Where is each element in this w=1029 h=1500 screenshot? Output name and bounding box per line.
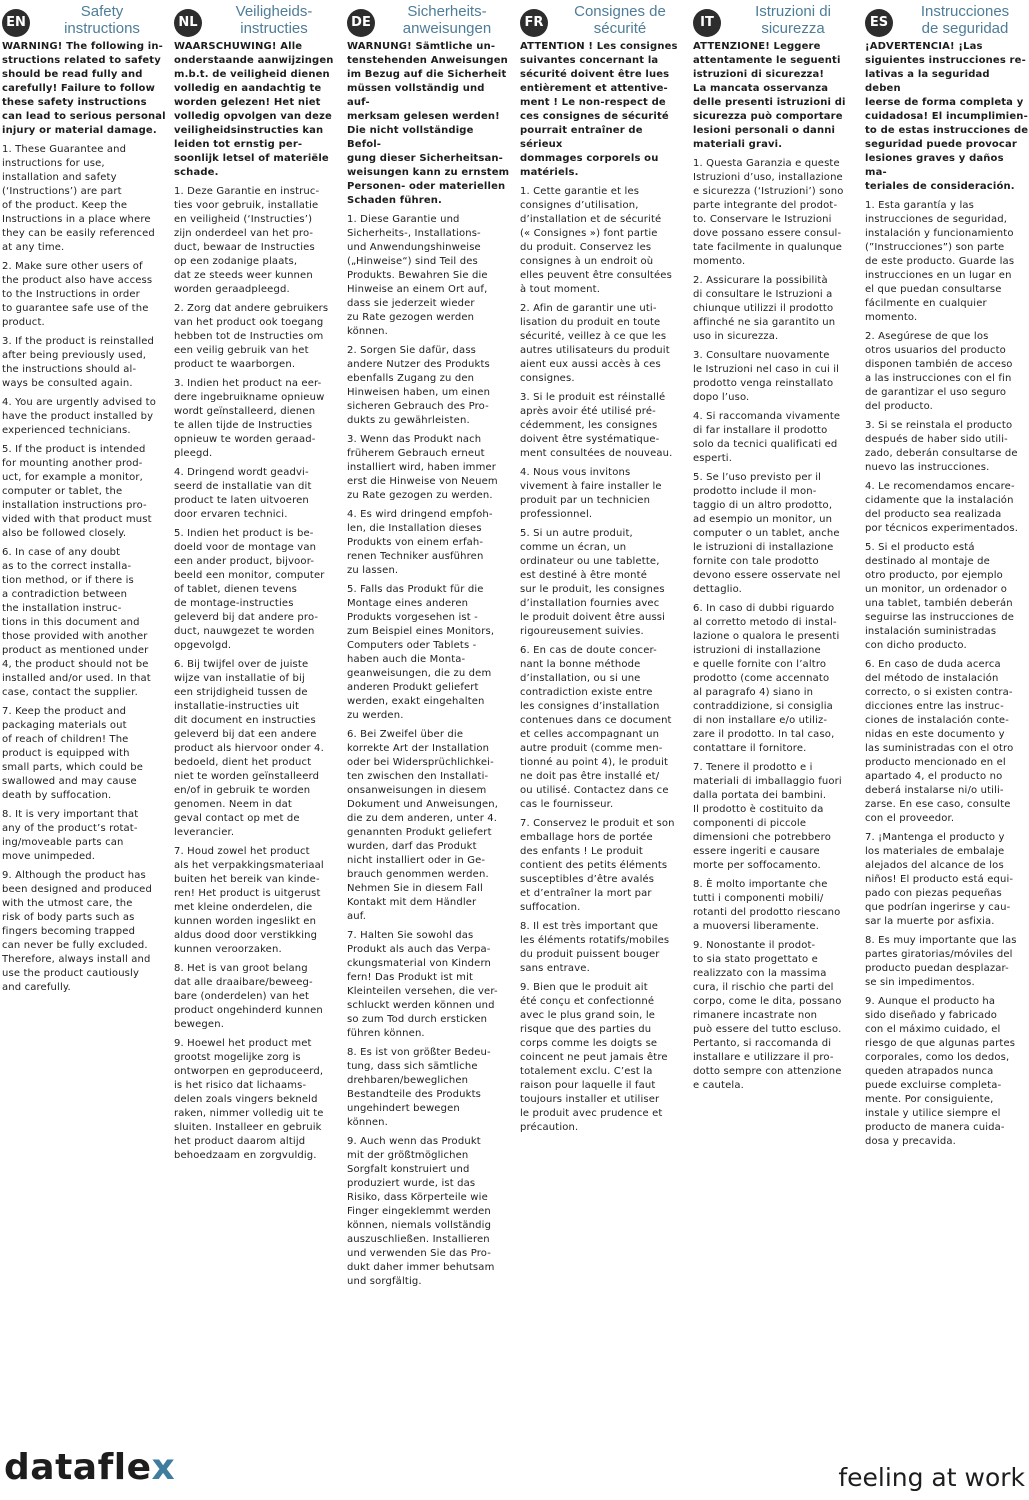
column-de	[347, 0, 509, 1400]
instruction-item-6: 6. In caso di dubbi riguardo al corretto metodo di instal- lazione o qualora le presenti istruzioni di installazione e quelle fornite con l’altro prodotto (come accennato al paragrafo 4) siano in contraddizione, si consiglia di non installare e/o utiliz- zare il prodotto. In tal caso, contattare il fornitore.	[693, 603, 840, 754]
language-badge-nl: NL	[174, 9, 202, 37]
instruction-item-1: 1. Deze Garantie en instruc- ties voor gebruik, installatie en veiligheid (‘Instructies’) zijn onderdeel van het pro- duct, bewaar de Instructies op een zodanige plaats, dat ze steeds weer kunnen worden geraadpleegd.	[174, 186, 320, 295]
section-title: Veiligheids- instructies	[235, 3, 313, 37]
instruction-item-9: 9. Nonostante il prodot- to sia stato progettato e realizzato con la massima cura, il rischio che parti del corpo, come le dita, possano rimanere incastrate non può essere del tutto escluso. Pertanto, si raccomanda di installare e utilizzare il pro- dotto sempre con attenzione e cautela.	[693, 940, 842, 1091]
instruction-item-5: 5. Si el producto está destinado al montaje de otro producto, por ejemplo un monitor, un ordenador o una tablet, también deberán seguirse las instrucciones de instalación suministradas con dicho producto.	[865, 542, 1015, 651]
instruction-item-8: 8. Het is van groot belang dat alle draaibare/beweeg- bare (onderdelen) van het product ongehinderd kunnen bewegen.	[174, 963, 323, 1030]
warning-paragraph: ATTENTION ! Les consignes suivantes concernant la sécurité doivent être lues entièrement et attentive- ment ! Le non-respect de ces consignes de sécurité pourrait entraîner de sérieux dommages corporels ou matériels.	[520, 41, 678, 178]
section-title: Istruzioni di sicurezza	[755, 3, 831, 37]
instruction-item-1: 1. Diese Garantie und Sicherheits-, Installations- und Anwendungshinweise („Hinweise“) sind Teil des Produkts. Bewahren Sie die Hinweise an einem Ort auf, dass sie jederzeit wieder zu Rate gezogen werden können.	[347, 214, 488, 337]
instruction-item-7: 7. ¡Mantenga el producto y los materiales de embalaje alejados del alcance de los niños! El producto está equi- pado con piezas pequeñas que podrían ingerirse y cau- sar la muerte por asfixia.	[865, 832, 1014, 927]
instruction-item-6: 6. En cas de doute concer- nant la bonne méthode d’installation, ou si une contradiction existe entre les consignes d’installation contenues dans ce document et celles accompagnant un autre produit (comme men- tionné au point 4), le produit ne doit pas être installé et/ ou utilisé. Contactez dans ce cas le fournisseur.	[520, 645, 672, 810]
instruction-item-5: 5. Si un autre produit, comme un écran, un ordinateur ou une tablette, est destiné à être monté sur le produit, les consignes d’installation fournies avec le produit doivent être aussi rigoureusement suivies.	[520, 528, 666, 637]
column-body	[2, 40, 166, 1000]
instruction-item-9: 9. Bien que le produit ait été conçu et confectionné avec le plus grand soin, le risque que des parties du corps comme les doigts se coincent ne peut jamais être totalement exclu. C’est la raison pour laquelle il faut toujours installer et utiliser le produit avec prudence et précaution.	[520, 982, 668, 1133]
instruction-item-7: 7. Halten Sie sowohl das Produkt als auch das Verpa- ckungsmaterial von Kindern fern! Das Produkt ist mit Kleinteilen versehen, die ver- schluckt werden können und so zum Tod durch ersticken führen können.	[347, 930, 498, 1039]
instruction-item-6: 6. In case of any doubt as to the correct installa- tion method, or if there is a contradiction between the installation instruc- tions in this document and those provided with another product as mentioned under 4, the product should not be installed and/or used. In that case, contact the supplier.	[2, 547, 151, 698]
section-title: Consignes de sécurité	[574, 3, 666, 37]
instruction-item-2: 2. Asegúrese de que los otros usuarios del producto disponen también de acceso a las instrucciones con el fin de garantizar el uso seguro del producto.	[865, 331, 1013, 412]
instruction-item-1: 1. Questa Garanzia e queste Istruzioni d’uso, installazione e sicurezza (‘Istruzioni’) sono parte integrante del prodot- to. Conservare le Istruzioni dove possano essere consul- tate facilmente in qualunque momento.	[693, 158, 844, 267]
instruction-item-3: 3. Si le produit est réinstallé après avoir été utilisé pré- cédemment, les consignes doivent être systématique- ment consultées de nouveau.	[520, 392, 673, 459]
instruction-item-8: 8. It is very important that any of the product’s rotat- ing/moveable parts can move unimpeded.	[2, 809, 139, 862]
instruction-item-9: 9. Although the product has been designed and produced with the utmost care, the risk of body parts such as fingers becoming trapped can never be fully excluded. Therefore, always install and use the product cautiously and carefully.	[2, 870, 152, 993]
language-badge-de: DE	[347, 9, 375, 37]
instruction-item-1: 1. Cette garantie et les consignes d’utilisation, d’installation et de sécurité (« Consignes ») font partie du produit. Conservez les consignes à un endroit où elles peuvent être consultées à tout moment.	[520, 186, 672, 295]
instruction-item-3: 3. Si se reinstala el producto después de haber sido utili- zado, deberán consultarse de nuevo las instrucciones.	[865, 420, 1018, 473]
instruction-item-4: 4. Es wird dringend empfoh- len, die Installation dieses Produkts von einem erfah- renen Techniker ausführen zu lassen.	[347, 509, 493, 576]
column-header	[520, 3, 682, 39]
instruction-item-7: 7. Conservez le produit et son emballage hors de portée des enfants ! Le produit contient des petits éléments susceptibles d’être avalés et d’entraîner la mort par suffocation.	[520, 818, 675, 913]
dataflex-logo: dataflex	[4, 1447, 176, 1488]
instruction-item-8: 8. Es muy importante que las partes giratorias/móviles del producto puedan desplazar- se sin impedimentos.	[865, 935, 1017, 988]
instruction-item-7: 7. Houd zowel het product als het verpakkingsmateriaal buiten het bereik van kinde- ren! Het product is uitgerust met kleine onderdelen, die kunnen worden ingeslikt en aldus dood door verstikking kunnen veroorzaken.	[174, 846, 324, 955]
instruction-item-1: 1. Esta garantía y las instrucciones de seguridad, instalación y funcionamiento (”Instrucciones”) son parte de este producto. Guarde las instrucciones en un lugar en el que puedan consultarse fácilmente en cualquier momento.	[865, 200, 1015, 323]
instruction-item-8: 8. Es ist von größter Bedeu- tung, dass sich sämtliche drehbaren/beweglichen Bestandteile des Produkts ungehindert bewegen können.	[347, 1047, 491, 1128]
warning-paragraph: WAARSCHUWING! Alle onderstaande aanwijzingen m.b.t. de veiligheid dienen volledig en aandachtig te worden gelezen! Het niet volledig opvolgen van deze veiligheidsinstructies kan leiden tot ernstig per- soonlijk letsel of materiële schade.	[174, 41, 334, 178]
column-header	[174, 3, 336, 39]
instruction-item-9: 9. Auch wenn das Produkt mit der größtmöglichen Sorgfalt konstruiert und produziert wurde, ist das Risiko, dass Körperteile wie Finger eingeklemmt werden können, niemals vollständig auszuschließen. Installieren und verwenden Sie das Pro- dukt daher immer behutsam und sorgfältig.	[347, 1136, 495, 1287]
instruction-item-3: 3. Indien het product na eer- dere ingebruikname opnieuw wordt geïnstalleerd, dienen te allen tijde de Instructies opnieuw te worden geraad- pleegd.	[174, 378, 325, 459]
column-fr	[520, 0, 682, 1400]
instruction-item-9: 9. Hoewel het product met grootst mogelijke zorg is ontworpen en geproduceerd, is het risico dat lichaams- delen zoals vingers bekneld raken, nimmer volledig uit te sluiten. Installeer en gebruik het product daarom altijd behoedzaam en zorgvuldig.	[174, 1038, 324, 1161]
instruction-item-7: 7. Keep the product and packaging materials out of reach of children! The product is equipped with small parts, which could be swallowed and may cause death by suffocation.	[2, 706, 144, 801]
instruction-item-4: 4. You are urgently advised to have the product installed by experienced technicians.	[2, 397, 156, 436]
warning-paragraph: WARNING! The following in- structions related to safety should be read fully and carefully! Failure to follow these safety instructions can lead to serious personal injury or material damage.	[2, 41, 166, 136]
column-body	[347, 40, 511, 1294]
column-header	[693, 3, 855, 39]
column-body	[693, 40, 857, 1098]
warning-paragraph: WARNUNG! Sämtliche un- tenstehenden Anweisungen im Bezug auf die Sicherheit müssen vollständig und auf- merksam gelesen werden! Die nicht vollständige Befol- gung dieser Sicherheitsan- weisungen kann zu ernstem Personen- oder materiellen Schaden führen.	[347, 41, 510, 206]
tagline: feeling at work	[838, 1463, 1025, 1492]
section-title: Instrucciones de seguridad	[920, 3, 1010, 37]
instruction-item-2: 2. Sorgen Sie dafür, dass andere Nutzer des Produkts ebenfalls Zugang zu den Hinweisen haben, um einen sicheren Gebrauch des Pro- dukts zu gewährleisten.	[347, 345, 491, 426]
instruction-item-2: 2. Zorg dat andere gebruikers van het product ook toegang hebben tot de Instructies om een veilig gebruik van het product te waarborgen.	[174, 303, 329, 370]
language-badge-es: ES	[865, 9, 893, 37]
instruction-item-2: 2. Afin de garantir une uti- lisation du produit en toute sécurité, veillez à ce que les autres utilisateurs du produit aient eux aussi accès à ces consignes.	[520, 303, 670, 384]
instruction-item-5: 5. If the product is intended for mounting another prod- uct, for example a monitor, computer or tablet, the installation instructions pro- vided with that product must also be followed closely.	[2, 444, 152, 539]
instruction-item-8: 8. È molto importante che tutti i componenti mobili/ rotanti del prodotto riescano a muoversi liberamente.	[693, 879, 841, 932]
warning-paragraph: ATTENZIONE! Leggere attentamente le seguenti istruzioni di sicurezza! La mancata osservanza delle presenti istruzioni di sicurezza può comportare lesioni personali o danni materiali gravi.	[693, 41, 846, 150]
instruction-item-4: 4. Nous vous invitons vivement à faire installer le produit par un technicien professionnel.	[520, 467, 662, 520]
instruction-item-3: 3. If the product is reinstalled after being previously used, the instructions should al- ways be consulted again.	[2, 336, 155, 389]
column-header	[2, 3, 164, 39]
instruction-item-4: 4. Dringend wordt geadvi- seerd de installatie van dit product te laten uitvoeren door ervaren technici.	[174, 467, 312, 520]
instruction-item-5: 5. Se l’uso previsto per il prodotto include il mon- taggio di un altro prodotto, ad esempio un monitor, un computer o un tablet, anche le istruzioni di installazione fornite con tale prodotto devono essere osservate nel dettaglio.	[693, 472, 841, 595]
instructions-columns	[2, 0, 1029, 1400]
instruction-item-5: 5. Falls das Produkt für die Montage eines anderen Produkts vorgesehen ist - zum Beispiel eines Monitors, Computers oder Tablets - haben auch die Monta- geanweisungen, die zu dem anderen Produkt geliefert werden, exakt eingehalten zu werden.	[347, 584, 495, 721]
instruction-item-5: 5. Indien het product is be- doeld voor de montage van een ander product, bijvoor- beeld een monitor, computer of tablet, dienen tevens de montage-instructies geleverd bij dat andere pro- duct, nauwgezet te worden opgevolgd.	[174, 528, 325, 651]
instruction-item-3: 3. Wenn das Produkt nach früherem Gebrauch erneut installiert wird, haben immer erst die Hinweise von Neuem zu Rate gezogen zu werden.	[347, 434, 498, 501]
instruction-item-9: 9. Aunque el producto ha sido diseñado y fabricado con el máximo cuidado, el riesgo de que algunas partes corporales, como los dedos, queden atrapados nunca puede excluirse completa- mente. Por consiguiente, instale y utilice siempre el producto de manera cuida- dosa y precavida.	[865, 996, 1016, 1147]
column-header	[347, 3, 509, 39]
column-body	[865, 40, 1029, 1154]
warning-paragraph: ¡ADVERTENCIA! ¡Las siguientes instrucciones re- lativas a la seguridad deben leerse de forma completa y cuidadosa! El incumplimien- to de estas instrucciones de seguridad puede provocar lesiones graves y daños ma- teriales de consideración.	[865, 41, 1029, 192]
column-body	[520, 40, 684, 1140]
column-header	[865, 3, 1027, 39]
column-it	[693, 0, 855, 1400]
instruction-item-2: 2. Make sure other users of the product also have access to the Instructions in order to guarantee safe use of the product.	[2, 261, 153, 328]
column-es	[865, 0, 1027, 1400]
instruction-item-6: 6. Bei Zweifel über die korrekte Art der Installation oder bei Widersprüchlichkei- ten zwischen den Installati- onsanweisungen in diesem Dokument und Anweisungen, die zu dem anderen, unter 4. genannten Produkt geliefert wurden, darf das Produkt nicht installiert oder in Ge- brauch genommen werden. Nehmen Sie in diesem Fall Kontakt mit dem Händler auf.	[347, 729, 499, 922]
instruction-item-4: 4. Si raccomanda vivamente di far installare il prodotto solo da tecnici qualificati ed esperti.	[693, 411, 841, 464]
instruction-item-8: 8. Il est très important que les éléments rotatifs/mobiles du produit puissent bouger sans entrave.	[520, 921, 670, 974]
instruction-item-3: 3. Consultare nuovamente le Istruzioni nel caso in cui il prodotto venga reinstallato dopo l’uso.	[693, 350, 840, 403]
instruction-item-4: 4. Le recomendamos encare- cidamente que la instalación del producto sea realizada por técnicos experimentados.	[865, 481, 1019, 534]
language-badge-en: EN	[2, 9, 30, 37]
section-title: Sicherheits- anweisungen	[402, 3, 492, 37]
instruction-item-1: 1. These Guarantee and instructions for use, installation and safety (‘Instructions’) are part of the product. Keep the Instructions in a place where they can be easily referenced at any time.	[2, 144, 155, 253]
column-body	[174, 40, 338, 1168]
instruction-item-6: 6. Bij twijfel over de juiste wijze van installatie of bij een strijdigheid tussen de installatie-instructies uit dit document en instructies geleverd bij dat een andere product als hiervoor onder 4. bedoeld, dient het product niet te worden geïnstalleerd en/of in gebruik te worden genomen. Neem in dat geval contact op met de leverancier.	[174, 659, 324, 838]
instruction-item-6: 6. En caso de duda acerca del método de instalación correcto, o si existen contra- dicciones entre las instruc- ciones de instalación conte- nidas en este documento y las suministradas con el otro producto mencionado en el apartado 4, el producto no deberá instalarse ni/o utili- zarse. En ese caso, consulte con el proveedor.	[865, 659, 1014, 824]
column-en	[2, 0, 164, 1400]
language-badge-fr: FR	[520, 9, 548, 37]
instruction-item-2: 2. Assicurare la possibilità di consultare le Istruzioni a chiunque utilizzi il prodotto affinché ne sia garantito un uso in sicurezza.	[693, 275, 836, 342]
column-nl	[174, 0, 336, 1400]
language-badge-it: IT	[693, 9, 721, 37]
instruction-item-7: 7. Tenere il prodotto e i materiali di imballaggio fuori dalla portata dei bambini. Il prodotto è costituito da componenti di piccole dimensioni che potrebbero essere ingeriti e causare morte per soffocamento.	[693, 762, 842, 871]
section-title: Safety instructions	[64, 3, 140, 37]
